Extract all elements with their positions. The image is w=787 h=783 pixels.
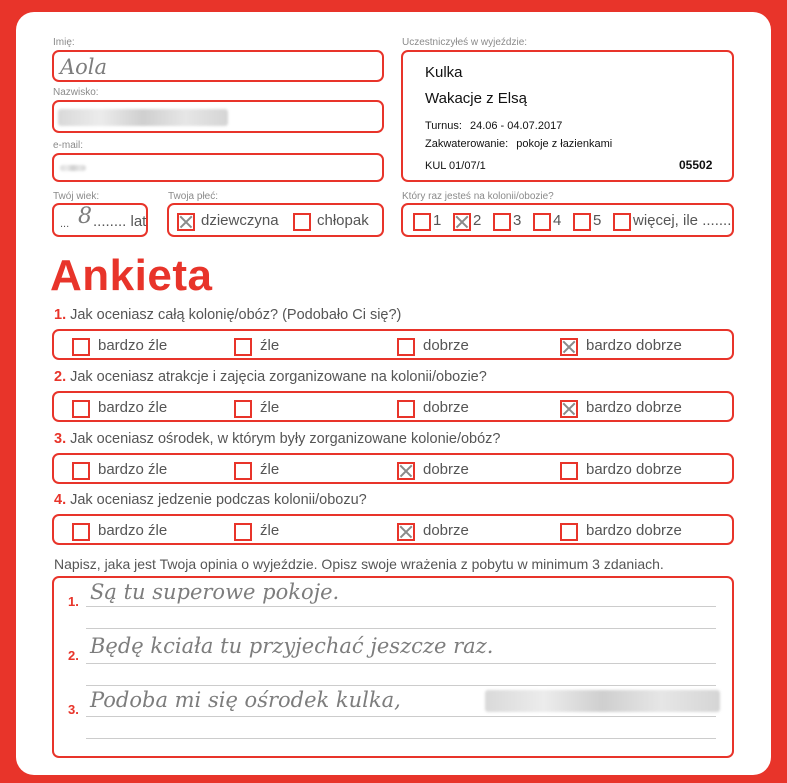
q4-very-good-checkbox[interactable] (560, 523, 578, 541)
age-value: 8 (78, 204, 92, 229)
q4-bad-checkbox[interactable] (234, 523, 252, 541)
q3-very-good-label: bardzo dobrze (586, 461, 682, 478)
q1-good-checkbox[interactable] (397, 338, 415, 356)
redacted-opinion-text (485, 690, 720, 712)
writing-line (86, 716, 716, 717)
question-3-text: Jak oceniasz ośrodek, w którym były zorganizowane kolonie/obóz? (70, 431, 501, 447)
question-4-answers (52, 514, 734, 545)
opinion-prompt: Napisz, jaka jest Twoja opinia o wyjeździe. Opisz swoje wrażenia z pobytu w minimum 3 zdaniach. (54, 556, 664, 572)
q3-good-checkbox[interactable] (397, 462, 415, 480)
q1-bad-label: źle (260, 337, 280, 354)
opinion-line-3-text: Podoba mi się ośrodek kulka, (90, 688, 401, 712)
camp-count-1-label: 1 (433, 212, 442, 229)
q1-very-good-label: bardzo dobrze (586, 337, 682, 354)
opinion-line-3-number: 3. (68, 702, 79, 717)
trip-label: Uczestniczyłeś w wyjeździe: (402, 37, 528, 48)
survey-title: Ankieta (50, 251, 213, 300)
question-4-text: Jak oceniasz jedzenie podczas kolonii/obozu? (70, 492, 367, 508)
trip-number: 05502 (679, 158, 713, 172)
camp-count-4-label: 4 (553, 212, 562, 229)
camp-count-4-checkbox[interactable] (533, 213, 551, 231)
gender-boy-label: chłopak (317, 212, 369, 229)
q1-bad-checkbox[interactable] (234, 338, 252, 356)
accommodation-value: pokoje z łazienkami (516, 138, 613, 150)
q4-very-bad-checkbox[interactable] (72, 523, 90, 541)
trip-card (401, 50, 734, 182)
opinion-line-2-number: 2. (68, 648, 79, 663)
turnus-label: Turnus: (425, 120, 462, 132)
camp-count-1-checkbox[interactable] (413, 213, 431, 231)
camp-count-3-label: 3 (513, 212, 522, 229)
opinion-line-2-text: Będę kciała tu przyjechać jeszcze raz. (90, 634, 494, 658)
writing-line (86, 685, 716, 686)
question-2-number: 2. (54, 369, 67, 385)
q1-very-bad-checkbox[interactable] (72, 338, 90, 356)
q4-bad-label: źle (260, 522, 280, 539)
opinion-line-1-number: 1. (68, 594, 79, 609)
q1-good-label: dobrze (423, 337, 469, 354)
q2-good-label: dobrze (423, 399, 469, 416)
gender-label: Twoja płeć: (168, 191, 219, 202)
camp-count-more-checkbox[interactable] (613, 213, 631, 231)
gender-boy-checkbox[interactable] (293, 213, 311, 231)
q3-very-bad-checkbox[interactable] (72, 462, 90, 480)
q4-very-good-label: bardzo dobrze (586, 522, 682, 539)
q1-very-good-checkbox[interactable] (560, 338, 578, 356)
question-1-text: Jak oceniasz całą kolonię/obóz? (Podobało Ci się?) (70, 307, 402, 323)
q2-very-good-checkbox[interactable] (560, 400, 578, 418)
question-3-answers (52, 453, 734, 484)
camp-count-2-label: 2 (473, 212, 482, 229)
q2-very-bad-label: bardzo źle (98, 399, 168, 416)
age-dots-prefix: ... (60, 218, 70, 230)
camp-count-5-label: 5 (593, 212, 602, 229)
q4-very-bad-label: bardzo źle (98, 522, 168, 539)
camp-count-field (401, 203, 734, 237)
question-4 (54, 492, 367, 508)
question-3-number: 3. (54, 431, 67, 447)
name-value: Aola (60, 55, 108, 79)
q2-good-checkbox[interactable] (397, 400, 415, 418)
camp-count-label: Który raz jesteś na kolonii/obozie? (402, 191, 554, 202)
question-4-number: 4. (54, 492, 67, 508)
q3-good-label: dobrze (423, 461, 469, 478)
q2-very-bad-checkbox[interactable] (72, 400, 90, 418)
age-field[interactable] (52, 203, 148, 237)
age-suffix: ........ lat (93, 213, 147, 230)
q4-good-label: dobrze (423, 522, 469, 539)
gender-girl-checkbox[interactable] (177, 213, 195, 231)
gender-field (167, 203, 384, 237)
camp-count-more-label: więcej, ile ....... (633, 212, 732, 229)
question-2-answers (52, 391, 734, 422)
question-3 (54, 431, 500, 447)
q3-very-good-checkbox[interactable] (560, 462, 578, 480)
redacted-surname (58, 109, 228, 126)
q2-very-good-label: bardzo dobrze (586, 399, 682, 416)
camp-count-5-checkbox[interactable] (573, 213, 591, 231)
opinion-line-1-text: Są tu superowe pokoje. (90, 580, 340, 604)
question-1-answers (52, 329, 734, 360)
email-field[interactable] (52, 153, 384, 182)
email-label: e-mail: (53, 140, 84, 151)
q2-bad-label: źle (260, 399, 280, 416)
camp-count-3-checkbox[interactable] (493, 213, 511, 231)
redacted-email (60, 165, 86, 171)
camp-count-2-checkbox[interactable] (453, 213, 471, 231)
gender-girl-label: dziewczyna (201, 212, 279, 229)
writing-line (86, 606, 716, 607)
q4-good-checkbox[interactable] (397, 523, 415, 541)
q1-very-bad-label: bardzo źle (98, 337, 168, 354)
writing-line (86, 663, 716, 664)
accommodation-label: Zakwaterowanie: (425, 138, 509, 150)
trip-program: Wakacje z Elsą (425, 90, 527, 107)
q3-bad-checkbox[interactable] (234, 462, 252, 480)
q3-bad-label: źle (260, 461, 280, 478)
name-label: Imię: (53, 37, 75, 48)
q2-bad-checkbox[interactable] (234, 400, 252, 418)
trip-code: KUL 01/07/1 (425, 160, 486, 172)
q3-very-bad-label: bardzo źle (98, 461, 168, 478)
name-field[interactable] (52, 50, 384, 82)
writing-line (86, 738, 716, 739)
question-1-number: 1. (54, 307, 67, 323)
age-label: Twój wiek: (53, 191, 100, 202)
turnus-value: 24.06 - 04.07.2017 (469, 120, 563, 132)
surname-field[interactable] (52, 100, 384, 133)
surname-label: Nazwisko: (53, 87, 99, 98)
question-2-text: Jak oceniasz atrakcje i zajęcia zorganizowane na kolonii/obozie? (70, 369, 487, 385)
question-1 (54, 307, 401, 323)
writing-line (86, 628, 716, 629)
trip-name: Kulka (425, 64, 463, 81)
question-2 (54, 369, 487, 385)
